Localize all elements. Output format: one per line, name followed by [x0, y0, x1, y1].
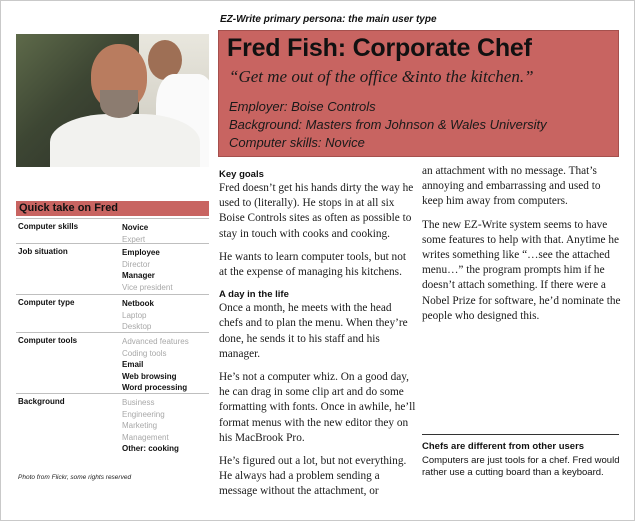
unselected-option: Coding tools	[122, 348, 167, 358]
unselected-option: Desktop	[122, 322, 152, 331]
selected-option: Web browsing	[122, 371, 177, 381]
unselected-option: Expert	[122, 234, 146, 244]
quick-take-label: Computer type	[18, 298, 75, 307]
unselected-option: Engineering	[122, 409, 165, 419]
sidebar-divider	[422, 434, 619, 435]
quick-take-options	[122, 336, 189, 394]
skills-line: Computer skills: Novice	[229, 135, 365, 150]
paragraph: He wants to learn computer tools, but not at the expense of managing his kitchens.	[219, 250, 406, 279]
quick-take-row	[16, 243, 209, 295]
selected-option: Email	[122, 360, 144, 369]
persona-quote: “Get me out of the office &into the kitchen.”	[229, 67, 534, 86]
day-in-life-heading: A day in the life	[219, 289, 289, 301]
unselected-option: Advanced features	[122, 337, 189, 346]
unselected-option: Director	[122, 259, 151, 269]
quick-take-row	[16, 218, 209, 244]
unselected-option: Vice president	[122, 282, 173, 292]
unselected-option: Marketing	[122, 421, 158, 430]
key-goals-heading: Key goals	[219, 169, 264, 180]
quick-take-options	[122, 222, 148, 245]
body-column-1	[219, 168, 416, 508]
persona-kicker: EZ-Write primary persona: the main user type	[220, 14, 437, 25]
quick-take-options	[122, 397, 179, 455]
quick-take-label: Computer tools	[18, 336, 78, 345]
unselected-option: Laptop	[122, 310, 147, 320]
paragraph: an attachment with no message. That’s annoying and embarrassing and used to keep him away from computers.	[422, 165, 601, 208]
paragraph: Once a month, he meets with the head chefs and to plan the menu. When they’re done, he sends it to his staff and his manager.	[219, 302, 408, 360]
unselected-option: Management	[122, 432, 169, 442]
quick-take-label: Job situation	[18, 247, 68, 256]
chef-photo	[16, 34, 209, 167]
quick-take-row	[16, 393, 209, 464]
selected-option: Word processing	[122, 383, 188, 392]
paragraph: He’s not a computer whiz. On a good day, he can drag in some clip art and do some formatting with fonts. Once in awhile, he’ll format menus with the new editor they on his MacBrook Pro.	[219, 371, 416, 444]
background-line: Background: Masters from Johnson & Wales University	[229, 117, 547, 132]
paragraph: The new EZ-Write system seems to have some features to help with that. Anytime he writes something like “…see the attached menu…” the program prompts him if he doesn’t attach something. If there were a Nobel Prize for software, he’d nominate the people who designed this.	[422, 218, 621, 322]
quick-take-options	[122, 247, 173, 293]
selected-option: Employee	[122, 248, 160, 257]
quick-take-title: Quick take on Fred	[16, 201, 209, 216]
body-column-2	[422, 164, 622, 332]
selected-option: Manager	[122, 271, 155, 280]
unselected-option: Business	[122, 398, 155, 407]
photo-credit: Photo from Flickr, some rights reserved	[18, 474, 132, 481]
employer-line: Employer: Boise Controls	[229, 99, 376, 114]
paragraph: He’s figured out a lot, but not everything. He always had a problem sending a message without the attachment, or	[219, 455, 407, 498]
paragraph: Fred doesn’t get his hands dirty the way he used to (literally). He stops in at all six Boise Controls sites as often as possible to stay in touch with cooks and cooking.	[219, 182, 414, 240]
quick-take-options	[122, 298, 154, 333]
selected-option: Novice	[122, 223, 149, 232]
persona-name: Fred Fish: Corporate Chef	[227, 34, 532, 62]
selected-option: Netbook	[122, 299, 154, 308]
persona-header-box	[218, 30, 619, 157]
sidebar-title: Chefs are different from other users	[422, 441, 585, 452]
quick-take-row	[16, 332, 209, 394]
quick-take-row	[16, 294, 209, 333]
selected-option: Other: cooking	[122, 444, 179, 453]
sidebar-body: Computers are just tools for a chef. Fred would rather use a cutting board than a keyboard.	[422, 455, 620, 478]
quick-take-label: Computer skills	[18, 222, 79, 231]
quick-take-label: Background	[18, 397, 65, 406]
